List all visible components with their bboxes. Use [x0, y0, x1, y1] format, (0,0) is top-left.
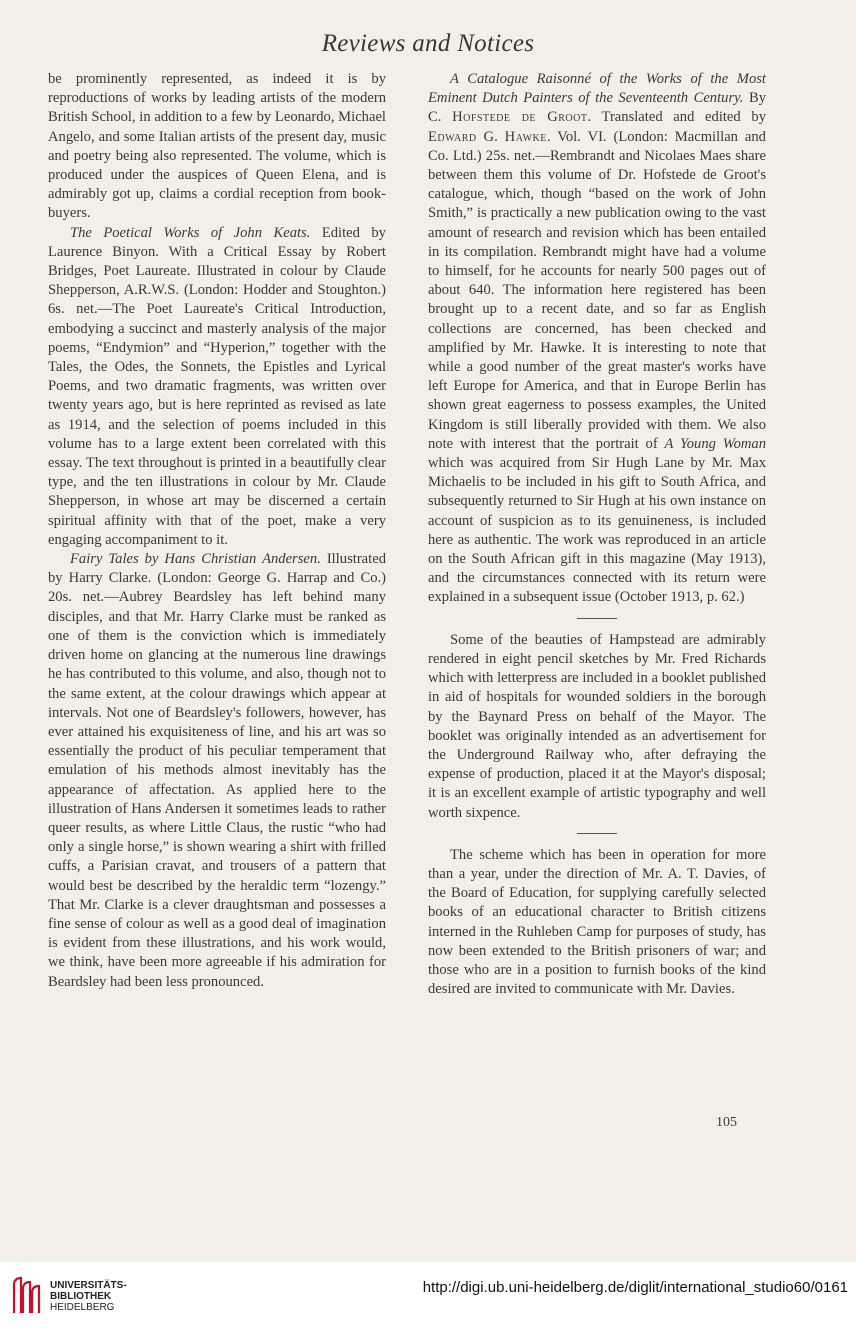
- paragraph: [428, 846, 766, 1000]
- section-divider: [577, 833, 617, 834]
- text-run: The scheme which has been in operation for more than a year, under the direction of Mr. A. T. Davies, of the Board of Education, for supplying carefully selected books of an educational character to British citizens interned in the Ruhleben Camp for purposes of study, has now been extended to the British prisoners of war; and those who are in a position to furnish books of the kind desired are invited to communicate with Mr. Davies.: [428, 846, 766, 998]
- text-run: . Translated and edited by: [587, 109, 766, 126]
- italic-title: A Young Woman: [664, 435, 766, 452]
- text-run: Some of the beauties of Hampstead are admirably rendered in eight pencil sketches by Mr. Fred Richards which with letterpress are included in a booklet published in aid of hospitals for wounded soldiers in the borough by the Baynard Press on behalf of the Mayor. The booklet was originally intended as an advertisement for the Underground Railway who, after defraying the expense of production, placed it at the Mayor's disposal; it is an excellent example of artistic typography and well worth sixpence.: [428, 631, 766, 821]
- source-url[interactable]: http://digi.ub.uni-heidelberg.de/diglit/international_studio60/0161: [422, 1279, 848, 1296]
- page-number: 105: [716, 1115, 737, 1130]
- italic-title: Fairy Tales by Hans Christian Andersen.: [70, 551, 321, 568]
- text-run: which was acquired from Sir Hugh Lane by Mr. Max Michaelis to be included in his gift to South Africa, and subsequently returned to Sir Hugh at his own instance on account of suspicion as to its genuineness, is included here as authentic. The work was reproduced in an article on the South African gift in this magazine (May 1913), and the circumstances connected with its return were explained in a subsequent issue (October 1913, p. 62.): [428, 455, 766, 606]
- library-logo-icon: [10, 1275, 44, 1315]
- library-name: [50, 1280, 127, 1313]
- text-run: . Vol. VI. (London: Macmillan and Co. Ltd.) 25s. net.—Rembrandt and Nicolaes Maes share between them this volume of Dr. Hofstede de Groot's catalogue, which, though “based on the work of John Smith,” is practically a new publication owing to the vast amount of research and revision which has been entailed in its compilation. Rembrandt might have had a volume to himself, for he accounts for nearly 500 pages out of about 640. The information here registered has been brought up to a recent date, and so far as English collections are concerned, has been checked and amplified by Mr. Hawke. It is interesting to note that while a good number of the great master's works have left Europe for America, and that in Europe Berlin has shown great eagerness to possess examples, the United Kingdom is still liberally provided with them. We also note with interest that the portrait of: [428, 128, 766, 452]
- small-caps-name: Hawke: [504, 128, 547, 145]
- library-line-1: UNIVERSITÄTS-: [50, 1280, 127, 1291]
- right-column: [428, 70, 766, 999]
- paragraph: [48, 70, 386, 224]
- section-divider: [577, 618, 617, 619]
- paragraph: [428, 631, 766, 823]
- paragraph: [428, 70, 766, 608]
- left-column: [48, 70, 386, 992]
- text-run: By C.: [428, 90, 766, 126]
- text-run: be prominently represented, as indeed it is by reproductions of works by leading artists of the modern British School, in addition to a few by Leonardo, Michael Angelo, and some Italian artists of the present day, music and poetry being also represented. The volume, which is produced under the auspices of Queen Elena, and is admirably got up, claims a cordial reception from book-buyers.: [48, 71, 386, 222]
- small-caps-name: Hofstede de Groot: [452, 109, 588, 126]
- running-head: Reviews and Notices: [321, 30, 535, 57]
- italic-title: The Poetical Works of John Keats.: [70, 224, 311, 241]
- small-caps-name: Edward: [428, 128, 477, 145]
- library-line-3: HEIDELBERG: [50, 1302, 115, 1313]
- paragraph: [48, 224, 386, 550]
- text-run: Edited by Laurence Binyon. With a Critical Essay by Robert Bridges, Poet Laureate. Illustrated in colour by Claude Shepperson, A.R.W.S. (London: Hodder and Stoughton.) 6s. net.—The Poet Laureate's Critical Introduction, embodying a succinct and masterly analysis of the major poems, “Endymion” and “Hyperion,” together with the Tales, the Odes, the Sonnets, the Epistles and Lyrical Poems, and two dramatic fragments, was written over twenty years ago, but is here reprinted as revised as late as 1914, and the selection of poems included in this volume has to a large extent been correlated with this essay. The text throughout is printed in a beautifully clear type, and the ten illustrations in colour by Mr. Claude Shepperson, in whose art may be discerned a certain spiritual affinity with that of the poet, make a very engaging accompaniment to it.: [48, 224, 386, 548]
- footer-bar: [0, 1262, 856, 1329]
- library-line-2: BIBLIOTHEK: [50, 1291, 112, 1302]
- text-run: G.: [476, 128, 505, 145]
- text-run: Illustrated by Harry Clarke. (London: George G. Harrap and Co.) 20s. net.—Aubrey Beardsley has left behind many disciples, and that Mr. Harry Clarke must be ranked as one of them is the conviction which is immediately driven home on glancing at the numerous line drawings he has contributed to this volume, and also, though not to the same extent, at the colour drawings which appear at intervals. Not one of Beardsley's followers, however, has ever attained his exquisiteness of line, and his art was so essentially the product of his peculiar temperament that emulation of his methods almost inevitably has the appearance of affectation. As applied here to the illustration of Hans Andersen it sometimes leads to rather queer results, as where Little Claus, the rustic “who had only a single horse,” is shown wearing a shirt with frilled cuffs, a Parisian cravat, and trousers of a pattern that would best be described by the heraldic term “lozengy.” That Mr. Clarke is a clever draughtsman and possesses a fine sense of colour as well as a good deal of imagination is evident from these illustrations, and his work would, we think, have been more agreeable if his admiration for Beardsley had been less pronounced.: [48, 551, 386, 990]
- italic-title: A Catalogue Raisonné of the Works of the Most Eminent Dutch Painters of the Seventeenth Century.: [428, 71, 766, 107]
- paragraph: [48, 550, 386, 992]
